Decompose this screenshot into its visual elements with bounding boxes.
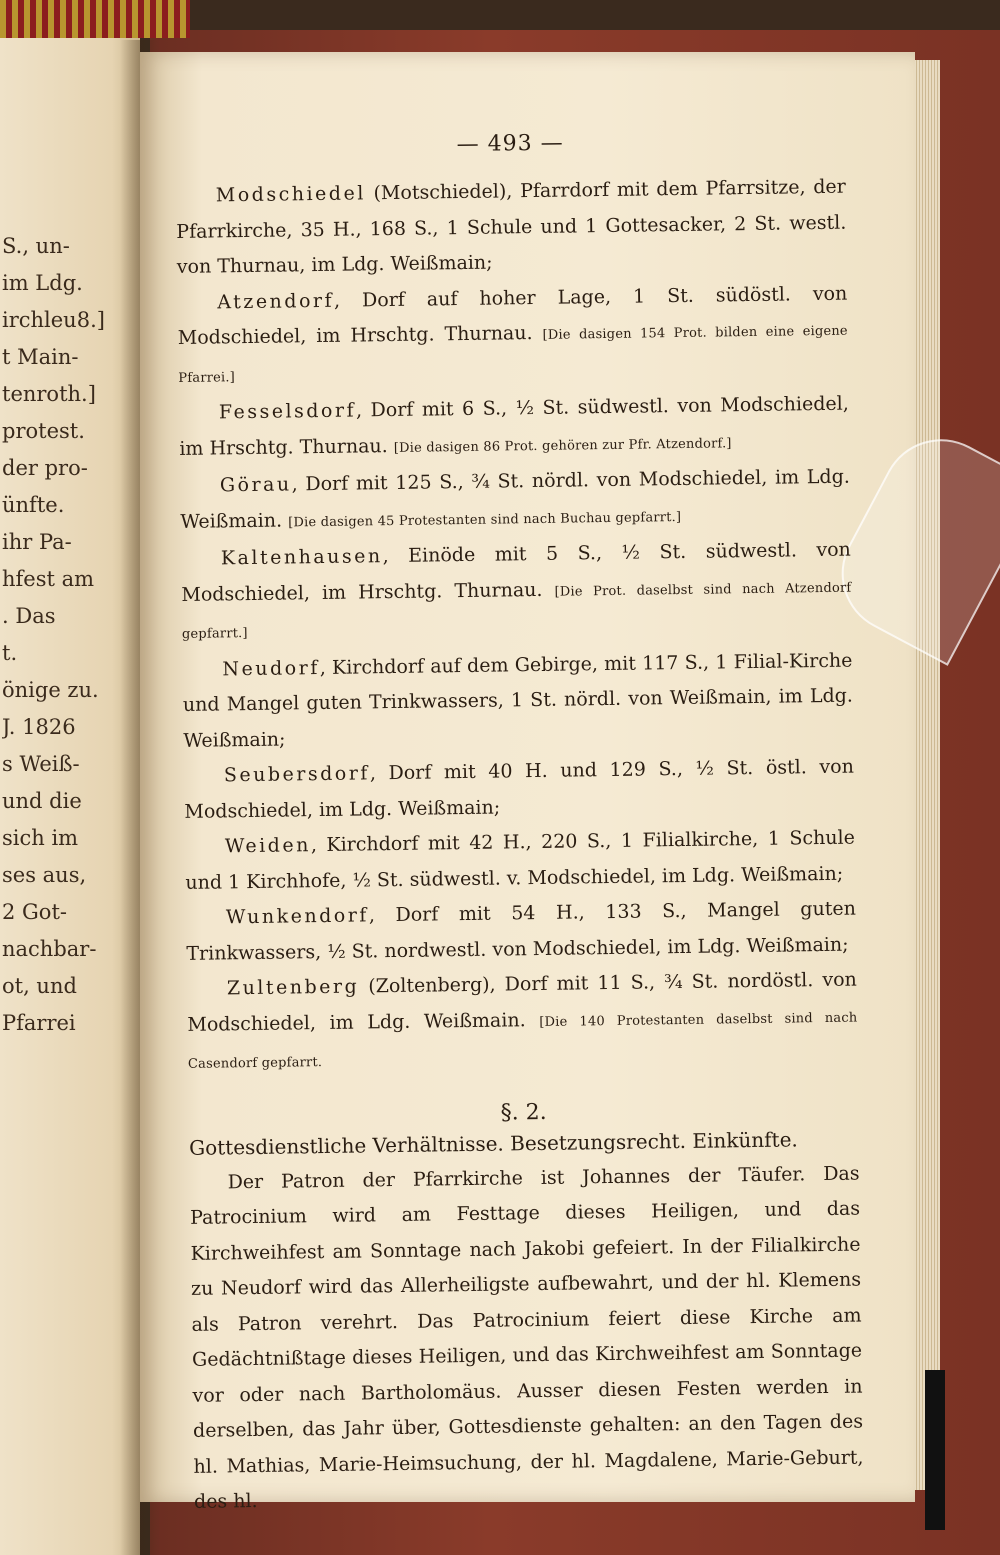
place-description: , Einöde mit 5 S., ½ St. südwestl. von Modschiedel, im Hrschtg. Thurnau. bbox=[181, 538, 851, 606]
left-page-fragment: önige zu. bbox=[2, 678, 99, 702]
section-paragraph: Der Patron der Pfarrkirche ist Johannes der Täufer. Das Patrocinium wird am Festtage dieses Heiligen, und das Kirchweihfest am Sonntage nach Jakobi gefeiert. In der Filialkirche zu Neudorf wird das Allerheiligste aufbewahrt, und der hl. Klemens als Patron verehrt. Das Patrocinium feiert diese Kirche am Gedächtnißtage dieses Heiligen, und das Kirchweihfest am Sonntage vor oder nach Bartholomäus. Ausser diesen Festen werden in derselben, das Jahr über, Gottesdienste gehalten: an den Tagen des hl. Mathias, Marie-Heimsuchung, der hl. Magdalene, Marie-Geburt, des hl. bbox=[189, 1162, 864, 1513]
page-number: — 493 — bbox=[456, 130, 564, 158]
place-description: , Dorf auf hoher Lage, 1 St. südöstl. von Modschiedel, im Hrschtg. Thurnau. bbox=[177, 282, 848, 349]
place-entry bbox=[186, 892, 857, 972]
gilt-edge bbox=[0, 0, 190, 38]
left-page-fragment: protest. bbox=[2, 419, 85, 443]
place-description: , Kirchdorf auf dem Gebirge, mit 117 S., 1 Filial-Kirche und Mangel guten Trinkwassers, 1 St. nördl. von Weißmain, im Ldg. Weißmain; bbox=[182, 649, 854, 752]
section-title: Gottesdienstliche Verhältnisse. Besetzungsrecht. Einkünfte. bbox=[188, 1126, 798, 1160]
place-entry bbox=[176, 170, 847, 286]
place-description: , Dorf mit 6 S., ½ St. südwestl. von Modschiedel, im Hrschtg. Thurnau. bbox=[179, 392, 849, 460]
place-name: Kaltenhausen bbox=[220, 545, 383, 570]
place-description: , Dorf mit 40 H. und 129 S., ½ St. östl. von Modschiedel, im Ldg. Weißmain; bbox=[184, 755, 855, 823]
left-page-fragment: und die bbox=[2, 789, 82, 813]
place-entry bbox=[179, 387, 850, 469]
place-note: [Die dasigen 45 Protestanten sind nach Buchau gepfarrt.] bbox=[288, 509, 682, 530]
left-page-fragment: tenroth.] bbox=[2, 382, 96, 406]
place-note: [Die 140 Protestanten daselbst sind nach Casendorf gepfarrt. bbox=[187, 1010, 858, 1072]
place-entry bbox=[184, 750, 855, 830]
place-name: Seubersdorf bbox=[223, 762, 371, 787]
left-page-fragment: t. bbox=[2, 641, 18, 665]
page-content bbox=[175, 127, 864, 1521]
place-name: Fesselsdorf bbox=[218, 399, 357, 424]
place-name: Wunkendorf bbox=[225, 904, 370, 929]
place-name: Görau bbox=[219, 473, 292, 497]
place-entry bbox=[180, 460, 851, 542]
left-page-fragment: nachbar- bbox=[2, 937, 97, 961]
bookmark-ribbon bbox=[925, 1370, 945, 1530]
left-page-fragment: hfest am bbox=[2, 567, 95, 591]
place-entry bbox=[177, 276, 848, 396]
left-page-text bbox=[2, 228, 122, 1042]
place-entry bbox=[185, 821, 856, 901]
place-entry bbox=[187, 963, 858, 1083]
place-name: Zultenberg bbox=[226, 975, 360, 1000]
place-description: (Motschiedel), Pfarrdorf mit dem Pfarrsitze, der Pfarrkirche, 35 H., 168 S., 1 Schule und 1 Gottesacker, 2 St. westl. von Thurnau, im Ldg. Weißmain; bbox=[176, 175, 847, 278]
left-page-fragment: s Weiß- bbox=[2, 752, 80, 776]
left-page-fragment: ünfte. bbox=[2, 493, 65, 517]
place-name: Weiden bbox=[224, 834, 312, 858]
place-entries bbox=[176, 170, 859, 1083]
place-name: Atzendorf bbox=[217, 289, 335, 313]
section-number: §. 2. bbox=[500, 1099, 547, 1126]
section-2 bbox=[189, 1095, 865, 1520]
place-name: Neudorf bbox=[222, 656, 320, 680]
place-name: Modschiedel bbox=[215, 182, 366, 207]
place-description: (Zoltenberg), Dorf mit 11 S., ¾ St. nordöstl. von Modschiedel, im Ldg. Weißmain. bbox=[187, 968, 857, 1036]
place-note: [Die Prot. daselbst sind nach Atzendorf gepfarrt.] bbox=[181, 580, 852, 642]
place-description: , Dorf mit 125 S., ¾ St. nördl. von Modschiedel, im Ldg. Weißmain. bbox=[180, 465, 850, 533]
left-page-fragment: 2 Got- bbox=[2, 900, 67, 924]
left-page bbox=[0, 38, 140, 1555]
left-page-fragment: ihr Pa- bbox=[2, 530, 72, 554]
left-page-fragment: im Ldg. bbox=[2, 271, 83, 295]
place-note: [Die dasigen 86 Prot. gehören zur Pfr. Atzendorf.] bbox=[393, 435, 732, 456]
left-page-fragment: S., un- bbox=[2, 234, 70, 258]
place-description: , Dorf mit 54 H., 133 S., Mangel guten Trinkwassers, ½ St. nordwestl. von Modschiedel, im Ldg. Weißmain; bbox=[186, 897, 857, 965]
left-page-fragment: Pfarrei bbox=[2, 1011, 76, 1035]
left-page-fragment: ses aus, bbox=[2, 863, 87, 887]
place-note: [Die dasigen 154 Prot. bilden eine eigene Pfarrei.] bbox=[178, 323, 848, 386]
place-description: , Kirchdorf mit 42 H., 220 S., 1 Filialkirche, 1 Schule und 1 Kirchhofe, ½ St. südwestl. v. Modschiedel, im Ldg. Weißmain; bbox=[185, 826, 856, 894]
left-page-fragment: t Main- bbox=[2, 345, 79, 369]
left-page-fragment: irchleu8.] bbox=[2, 308, 105, 332]
left-page-fragment: sich im bbox=[2, 826, 79, 850]
left-page-fragment: . Das bbox=[2, 604, 56, 628]
left-page-fragment: der pro- bbox=[2, 456, 88, 480]
left-page-fragment: J. 1826 bbox=[2, 715, 76, 739]
left-page-fragment: ot, und bbox=[2, 974, 77, 998]
place-entry bbox=[182, 643, 853, 759]
place-entry bbox=[181, 533, 852, 653]
